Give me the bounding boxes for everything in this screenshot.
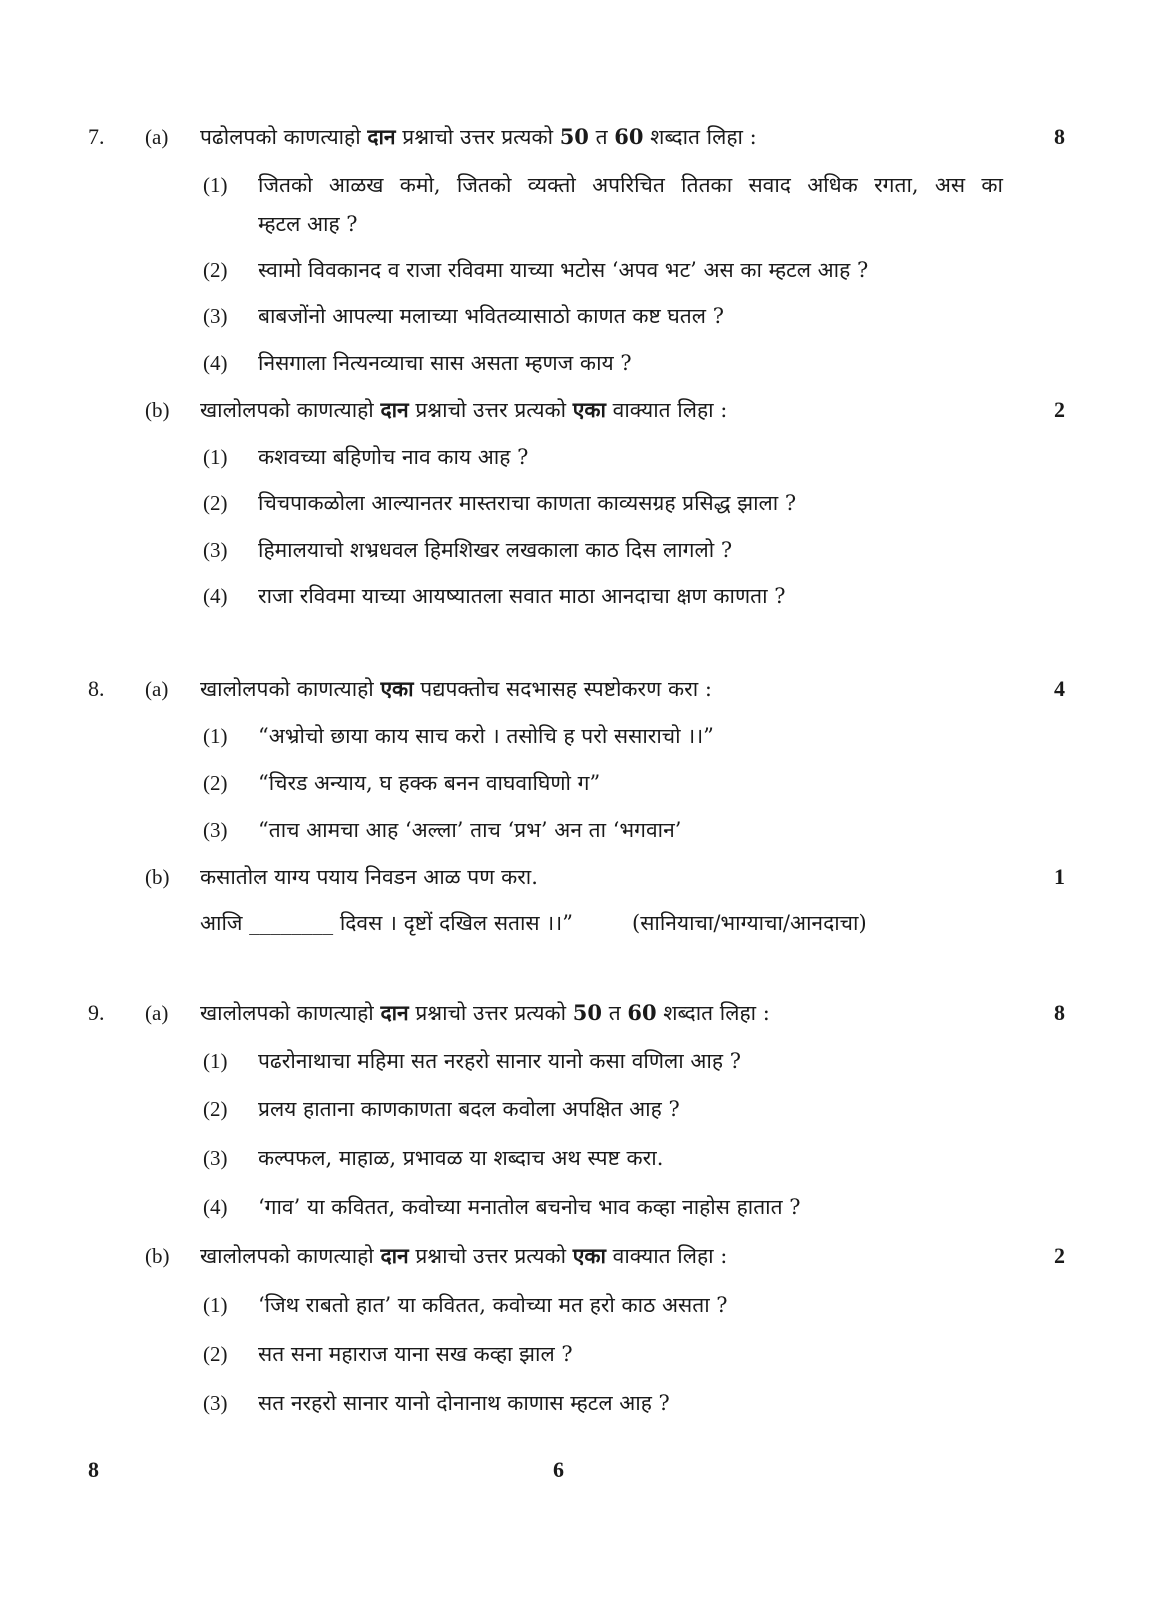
part-label: (a) — [145, 125, 169, 149]
item-number: (4) — [203, 1195, 228, 1219]
marks: 8 — [1054, 124, 1065, 149]
part-instruction: खालोलपको काणत्याहो दान प्रश्नाचो उत्तर प्रत्यको एका वाक्यात लिहा : — [200, 1243, 728, 1268]
marks: 1 — [1054, 864, 1065, 889]
item-text: निसगाला नित्यनव्याचा सास असता म्हणज काय ? — [258, 351, 632, 375]
part-instruction: खालोलपको काणत्याहो दान प्रश्नाचो उत्तर प्रत्यको एका वाक्यात लिहा : — [200, 397, 728, 422]
item-number: (1) — [203, 445, 228, 469]
item-text: बाबजोंनो आपल्या मलाच्या भवितव्यासाठो काणत कष्ट घतल ? — [258, 304, 724, 328]
part-label: (a) — [145, 677, 169, 701]
item-number: (1) — [203, 724, 228, 748]
item-text: प्रलय हाताना काणकाणता बदल कवोला अपक्षित आह ? — [258, 1097, 680, 1121]
item-text: “अभ्रोचो छाया काय साच करो । तसोचि ह परो ससाराचो ।।” — [258, 724, 714, 748]
fill-in-blank-line: आजि ________ दिवस । दृष्टों दखिल सतास ।।” — [200, 911, 573, 935]
marks: 4 — [1054, 676, 1065, 701]
part-label: (b) — [145, 1244, 170, 1268]
page-number: 6 — [553, 1457, 564, 1482]
item-text: पढरोनाथाचा महिमा सत नरहरो सानार यानो कसा वणिला आह ? — [258, 1049, 741, 1073]
part-label: (b) — [145, 398, 170, 422]
item-number: (2) — [203, 491, 228, 515]
item-text: सत नरहरो सानार यानो दोनानाथ काणास म्हटल आह ? — [258, 1391, 670, 1415]
item-text: कल्पफल, माहाळ, प्रभावळ या शब्दाच अथ स्पष्ट करा. — [258, 1146, 664, 1170]
item-text: ‘गाव’ या कवितत, कवोच्या मनातोल बचनोच भाव कव्हा नाहोस हातात ? — [258, 1195, 801, 1219]
part-instruction: खालोलपको काणत्याहो एका पद्यपक्तोच सदभासह स्पष्टोकरण करा : — [200, 676, 712, 701]
item-number: (3) — [203, 538, 228, 562]
item-number: (1) — [203, 1293, 228, 1317]
item-number: (4) — [203, 584, 228, 608]
item-number: (2) — [203, 1097, 228, 1121]
item-number: (3) — [203, 304, 228, 328]
footer-code: 8 — [88, 1457, 99, 1482]
item-text: स्वामो विवकानद व राजा रविवमा याच्या भटोस ‘अपव भट’ अस का म्हटल आह ? — [258, 258, 869, 282]
item-text-continued: म्हटल आह ? — [258, 212, 358, 236]
marks: 8 — [1054, 1000, 1065, 1025]
part-instruction: कसातोल याग्य पयाय निवडन आळ पण करा. — [200, 865, 538, 889]
fill-in-options: (सानियाचा/भाग्याचा/आनदाचा) — [632, 911, 867, 935]
item-text: राजा रविवमा याच्या आयष्यातला सवात माठा आनदाचा क्षण काणता ? — [258, 584, 786, 608]
marks: 2 — [1054, 397, 1065, 422]
question-number: 9. — [88, 1000, 105, 1025]
part-label: (a) — [145, 1001, 169, 1025]
item-text: ‘जिथ राबतो हात’ या कवितत, कवोच्या मत हरो काठ असता ? — [258, 1293, 728, 1317]
part-label: (b) — [145, 865, 170, 889]
item-text: चिचपाकळोला आल्यानतर मास्तराचा काणता काव्यसग्रह प्रसिद्ध झाला ? — [258, 491, 797, 515]
question-number: 8. — [88, 676, 105, 701]
item-number: (2) — [203, 1342, 228, 1366]
item-text: सत सना महाराज याना सख कव्हा झाल ? — [258, 1342, 573, 1366]
item-number: (3) — [203, 1146, 228, 1170]
item-text: हिमालयाचो शभ्रधवल हिमशिखर लखकाला काठ दिस लागलो ? — [258, 538, 733, 562]
item-text: “ताच आमचा आह ‘अल्ला’ ताच ‘प्रभ’ अन ता ‘भगवान’ — [258, 818, 682, 842]
item-number: (1) — [203, 1049, 228, 1073]
item-number: (1) — [203, 173, 228, 197]
part-instruction: खालोलपको काणत्याहो दान प्रश्नाचो उत्तर प्रत्यको 50 त 60 शब्दात लिहा : — [200, 1000, 770, 1025]
item-text: “चिरड अन्याय, घ हक्क बनन वाघवाघिणो ग” — [258, 771, 601, 795]
part-instruction: पढोलपको काणत्याहो दान प्रश्नाचो उत्तर प्रत्यको 50 त 60 शब्दात लिहा : — [200, 124, 757, 149]
item-number: (3) — [203, 818, 228, 842]
item-text: जितको आळख कमो, जितको व्यक्तो अपरिचित तितका सवाद अधिक रगता, अस का — [258, 173, 1003, 197]
item-text: कशवच्या बहिणोच नाव काय आह ? — [258, 445, 529, 469]
marks: 2 — [1054, 1243, 1065, 1268]
item-number: (4) — [203, 351, 228, 375]
item-number: (2) — [203, 258, 228, 282]
item-number: (2) — [203, 771, 228, 795]
item-number: (3) — [203, 1391, 228, 1415]
question-number: 7. — [88, 124, 105, 149]
